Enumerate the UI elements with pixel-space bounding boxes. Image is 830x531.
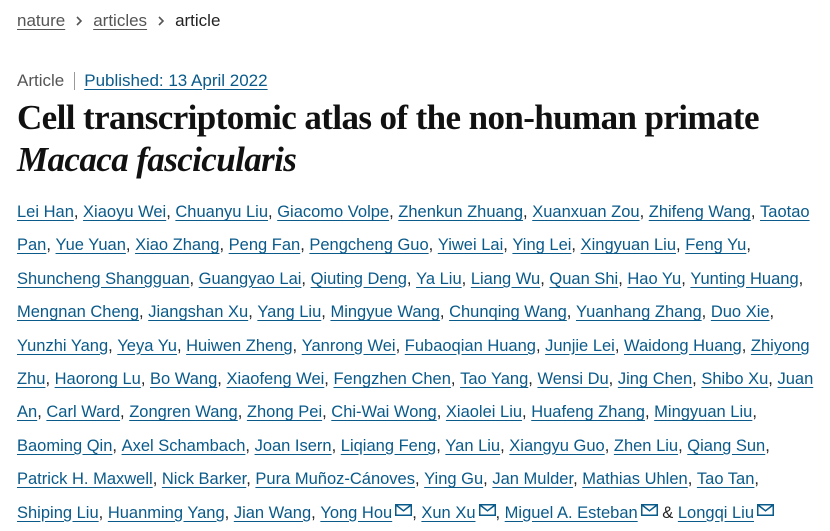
author-item: Fengzhen Chen,: [333, 370, 461, 389]
author-link[interactable]: Qiuting Deng: [310, 269, 407, 288]
author-item: Mengnan Cheng,: [17, 303, 149, 322]
author-item: Tao Tan,: [696, 470, 759, 489]
author-item: Jan Mulder,: [492, 470, 583, 489]
author-link[interactable]: Giacomo Volpe: [277, 203, 390, 221]
author-link[interactable]: Zhiyong Zhu: [17, 336, 810, 389]
author-link[interactable]: Mengnan Cheng: [17, 303, 140, 322]
mail-icon[interactable]: [395, 504, 412, 516]
author-link[interactable]: Shuncheng Shangguan: [17, 269, 190, 288]
chevron-right-icon: [156, 16, 166, 26]
author-link[interactable]: Ying Lei: [512, 236, 572, 255]
author-item: Yunting Huang,: [690, 269, 804, 288]
author-item: [662, 504, 774, 522]
author-item: Yang Liu,: [257, 303, 331, 322]
author-link[interactable]: Chi-Wai Wong: [331, 403, 437, 422]
breadcrumb-link-articles[interactable]: articles: [93, 11, 148, 30]
author-link[interactable]: Xun Xu: [421, 503, 476, 522]
author-item: Zhiyong Zhu,: [17, 336, 810, 389]
author-link[interactable]: Fubaoqian Huang: [404, 336, 536, 355]
author-item: Xiaoyu Wei,: [83, 203, 176, 221]
author-link[interactable]: Patrick H. Maxwell: [17, 470, 153, 489]
author-link[interactable]: Mathias Uhlen: [582, 470, 688, 489]
author-link[interactable]: Liang Wu: [470, 269, 541, 288]
author-link[interactable]: Jiangshan Xu: [148, 303, 249, 322]
author-link[interactable]: Jian Wang: [233, 503, 312, 522]
author-item: Zhen Liu,: [613, 436, 688, 455]
author-link[interactable]: Carl Ward: [46, 403, 121, 422]
author-link[interactable]: Quan Shi: [549, 269, 619, 288]
author-item: Lei Han,: [17, 203, 84, 221]
author-link[interactable]: Yan Liu: [445, 436, 501, 455]
author-link[interactable]: Xiao Zhang: [135, 236, 220, 255]
breadcrumb-current: article: [175, 11, 221, 30]
author-joiner: &: [662, 503, 678, 522]
author-link[interactable]: Yiwei Lai: [437, 236, 504, 255]
author-item: Jian Wang,: [233, 503, 321, 522]
author-link[interactable]: Xiaolei Liu: [445, 403, 523, 422]
author-item: Waidong Huang,: [624, 336, 751, 355]
author-link[interactable]: Miguel A. Esteban: [504, 503, 638, 522]
author-link[interactable]: Ying Gu: [424, 470, 484, 489]
author-item: Haorong Lu,: [54, 370, 151, 389]
author-item: Qiang Sun,: [687, 436, 770, 455]
author-item: Xiaolei Liu,: [445, 403, 532, 422]
author-link[interactable]: Huafeng Zhang: [531, 403, 645, 422]
author-list: [17, 196, 817, 530]
author-item: Yuanhang Zhang,: [575, 303, 711, 322]
author-item: Hao Yu,: [627, 269, 691, 288]
author-item: Chunqing Wang,: [449, 303, 576, 322]
author-item: Taotao Pan,: [17, 203, 810, 255]
author-item: Qiuting Deng,: [310, 269, 417, 288]
author-link[interactable]: Yeya Yu: [117, 336, 177, 355]
author-link[interactable]: Chuanyu Liu: [175, 203, 269, 221]
author-item: Quan Shi,: [549, 269, 628, 288]
author-item: Bo Wang,: [150, 370, 227, 389]
author-link[interactable]: Yong Hou: [320, 503, 393, 522]
author-link[interactable]: Baoming Qin: [17, 436, 113, 455]
author-item: Juan An,: [17, 370, 814, 422]
breadcrumb-link-nature[interactable]: nature: [17, 11, 66, 30]
author-item: Chuanyu Liu,: [175, 203, 278, 221]
author-link[interactable]: Qiang Sun: [687, 436, 766, 455]
author-item: Liang Wu,: [470, 269, 550, 288]
author-item: Tao Yang,: [460, 370, 538, 389]
author-link[interactable]: Xuanxuan Zou: [532, 203, 640, 221]
article-type: Article: [17, 71, 65, 90]
meta-divider: [74, 72, 75, 90]
author-item: Chi-Wai Wong,: [331, 403, 446, 422]
author-item: Giacomo Volpe,: [277, 203, 399, 221]
author-link[interactable]: Zhong Pei: [246, 403, 323, 422]
author-item: Xiaofeng Wei,: [226, 370, 334, 389]
breadcrumb: [17, 10, 220, 32]
author-item: Yue Yuan,: [55, 236, 136, 255]
author-link[interactable]: Zhen Liu: [613, 436, 679, 455]
author-item: Guangyao Lai,: [198, 269, 311, 288]
author-link[interactable]: Liqiang Feng: [340, 436, 437, 455]
author-link[interactable]: Joan Isern: [254, 436, 332, 455]
author-item: Mathias Uhlen,: [582, 470, 697, 489]
author-item: Fubaoqian Huang,: [404, 336, 546, 355]
author-item: Liqiang Feng,: [340, 436, 446, 455]
mail-icon[interactable]: [757, 504, 774, 516]
author-link[interactable]: Shibo Xu: [701, 370, 769, 389]
author-link[interactable]: Wensi Du: [537, 370, 609, 389]
author-item: Yanrong Wei,: [301, 336, 405, 355]
author-link[interactable]: Yuanhang Zhang: [575, 303, 702, 322]
author-item: Carl Ward,: [46, 403, 130, 422]
author-item: Shibo Xu,: [701, 370, 778, 389]
author-item: Junjie Lei,: [545, 336, 625, 355]
author-link[interactable]: Yanrong Wei: [301, 336, 396, 355]
author-item: Duo Xie,: [710, 303, 775, 322]
author-item: Nick Barker,: [161, 470, 256, 489]
author-item: Baoming Qin,: [17, 436, 122, 455]
author-item: Yunzhi Yang,: [17, 336, 118, 355]
article-meta: [17, 70, 268, 92]
author-item: Ying Gu,: [424, 470, 493, 489]
author-item: Yiwei Lai,: [437, 236, 513, 255]
author-link[interactable]: Jan Mulder: [492, 470, 574, 489]
author-item: Pengcheng Guo,: [309, 236, 438, 255]
author-link[interactable]: Duo Xie: [710, 303, 770, 322]
author-item: Huafeng Zhang,: [531, 403, 655, 422]
author-item: Xun Xu ,: [421, 503, 505, 522]
author-item: Jing Chen,: [617, 370, 702, 389]
author-item: Ya Liu,: [416, 269, 471, 288]
author-link[interactable]: Zongren Wang: [129, 403, 238, 422]
author-item: Zhifeng Wang,: [648, 203, 761, 221]
author-item: Zhong Pei,: [246, 403, 332, 422]
author-link[interactable]: Xiangyu Guo: [509, 436, 605, 455]
author-link[interactable]: Junjie Lei: [545, 336, 615, 355]
author-link[interactable]: Xingyuan Liu: [580, 236, 677, 255]
author-link[interactable]: Yue Yuan: [55, 236, 126, 255]
author-item: Yong Hou ,: [320, 503, 422, 522]
author-link[interactable]: Pura Muñoz-Cánoves: [255, 470, 415, 489]
author-item: Xiangyu Guo,: [509, 436, 614, 455]
author-link[interactable]: Mingyue Wang: [330, 303, 440, 322]
author-link[interactable]: Jing Chen: [617, 370, 693, 389]
author-item: Wensi Du,: [537, 370, 618, 389]
author-link[interactable]: Yunzhi Yang: [17, 336, 109, 355]
author-item: Zhenkun Zhuang,: [398, 203, 533, 221]
published-date-link[interactable]: Published: 13 April 2022: [84, 71, 268, 90]
author-link[interactable]: Axel Schambach: [121, 436, 246, 455]
author-link[interactable]: Juan An: [17, 370, 814, 422]
author-item: Mingyue Wang,: [330, 303, 450, 322]
author-item: Xingyuan Liu,: [580, 236, 686, 255]
title-line-1: Cell transcriptomic atlas of the non-human primate: [17, 98, 759, 137]
author-item: [505, 504, 663, 522]
mail-icon[interactable]: [479, 504, 496, 516]
author-item: Yeya Yu,: [117, 336, 187, 355]
chevron-right-icon: [74, 16, 84, 26]
author-link[interactable]: Tao Tan: [696, 470, 755, 489]
author-item: Huanming Yang,: [107, 503, 234, 522]
author-item: Yan Liu,: [445, 436, 510, 455]
author-item: Joan Isern,: [254, 436, 341, 455]
author-item: Axel Schambach,: [121, 436, 255, 455]
author-item: Xiao Zhang,: [135, 236, 229, 255]
author-link[interactable]: Feng Yu: [685, 236, 747, 255]
author-item: Shiping Liu,: [17, 503, 108, 522]
title-species: Macaca fascicularis: [17, 140, 297, 179]
author-item: Patrick H. Maxwell,: [17, 470, 162, 489]
author-item: Jiangshan Xu,: [148, 303, 258, 322]
author-link[interactable]: Tao Yang: [460, 370, 529, 389]
author-item: Huiwen Zheng,: [186, 336, 302, 355]
mail-icon[interactable]: [641, 504, 658, 516]
author-item: Xuanxuan Zou,: [532, 203, 649, 221]
author-link[interactable]: Longqi Liu: [677, 503, 755, 522]
author-item: Shuncheng Shangguan,: [17, 269, 199, 288]
author-link[interactable]: Haorong Lu: [54, 370, 141, 389]
author-link[interactable]: Yang Liu: [257, 303, 322, 322]
author-link[interactable]: Pengcheng Guo: [309, 236, 429, 255]
author-item: Feng Yu,: [685, 236, 751, 255]
author-link[interactable]: Guangyao Lai: [198, 269, 302, 288]
author-link[interactable]: Lei Han: [17, 203, 74, 221]
article-title: [17, 97, 817, 181]
author-link[interactable]: Peng Fan: [228, 236, 301, 255]
author-link[interactable]: Nick Barker: [161, 470, 247, 489]
author-item: Peng Fan,: [228, 236, 310, 255]
author-link[interactable]: Zhifeng Wang: [648, 203, 751, 221]
author-link[interactable]: Zhenkun Zhuang: [398, 203, 524, 221]
author-link[interactable]: Mingyuan Liu: [654, 403, 753, 422]
author-link[interactable]: Bo Wang: [150, 370, 218, 389]
author-link[interactable]: Taotao Pan: [17, 203, 810, 255]
author-item: Mingyuan Liu,: [654, 403, 757, 422]
author-link[interactable]: Fengzhen Chen: [333, 370, 451, 389]
author-link[interactable]: Waidong Huang: [624, 336, 742, 355]
author-link[interactable]: Xiaofeng Wei: [226, 370, 325, 389]
author-link[interactable]: Huiwen Zheng: [186, 336, 293, 355]
author-link[interactable]: Yunting Huang: [690, 269, 799, 288]
author-link[interactable]: Ya Liu: [416, 269, 462, 288]
author-link[interactable]: Chunqing Wang: [449, 303, 567, 322]
author-item: Zongren Wang,: [129, 403, 247, 422]
author-link[interactable]: Huanming Yang: [107, 503, 225, 522]
author-link[interactable]: Shiping Liu: [17, 503, 99, 522]
author-item: Pura Muñoz-Cánoves,: [255, 470, 425, 489]
author-link[interactable]: Hao Yu: [627, 269, 682, 288]
author-item: Ying Lei,: [512, 236, 581, 255]
author-link[interactable]: Xiaoyu Wei: [83, 203, 167, 221]
